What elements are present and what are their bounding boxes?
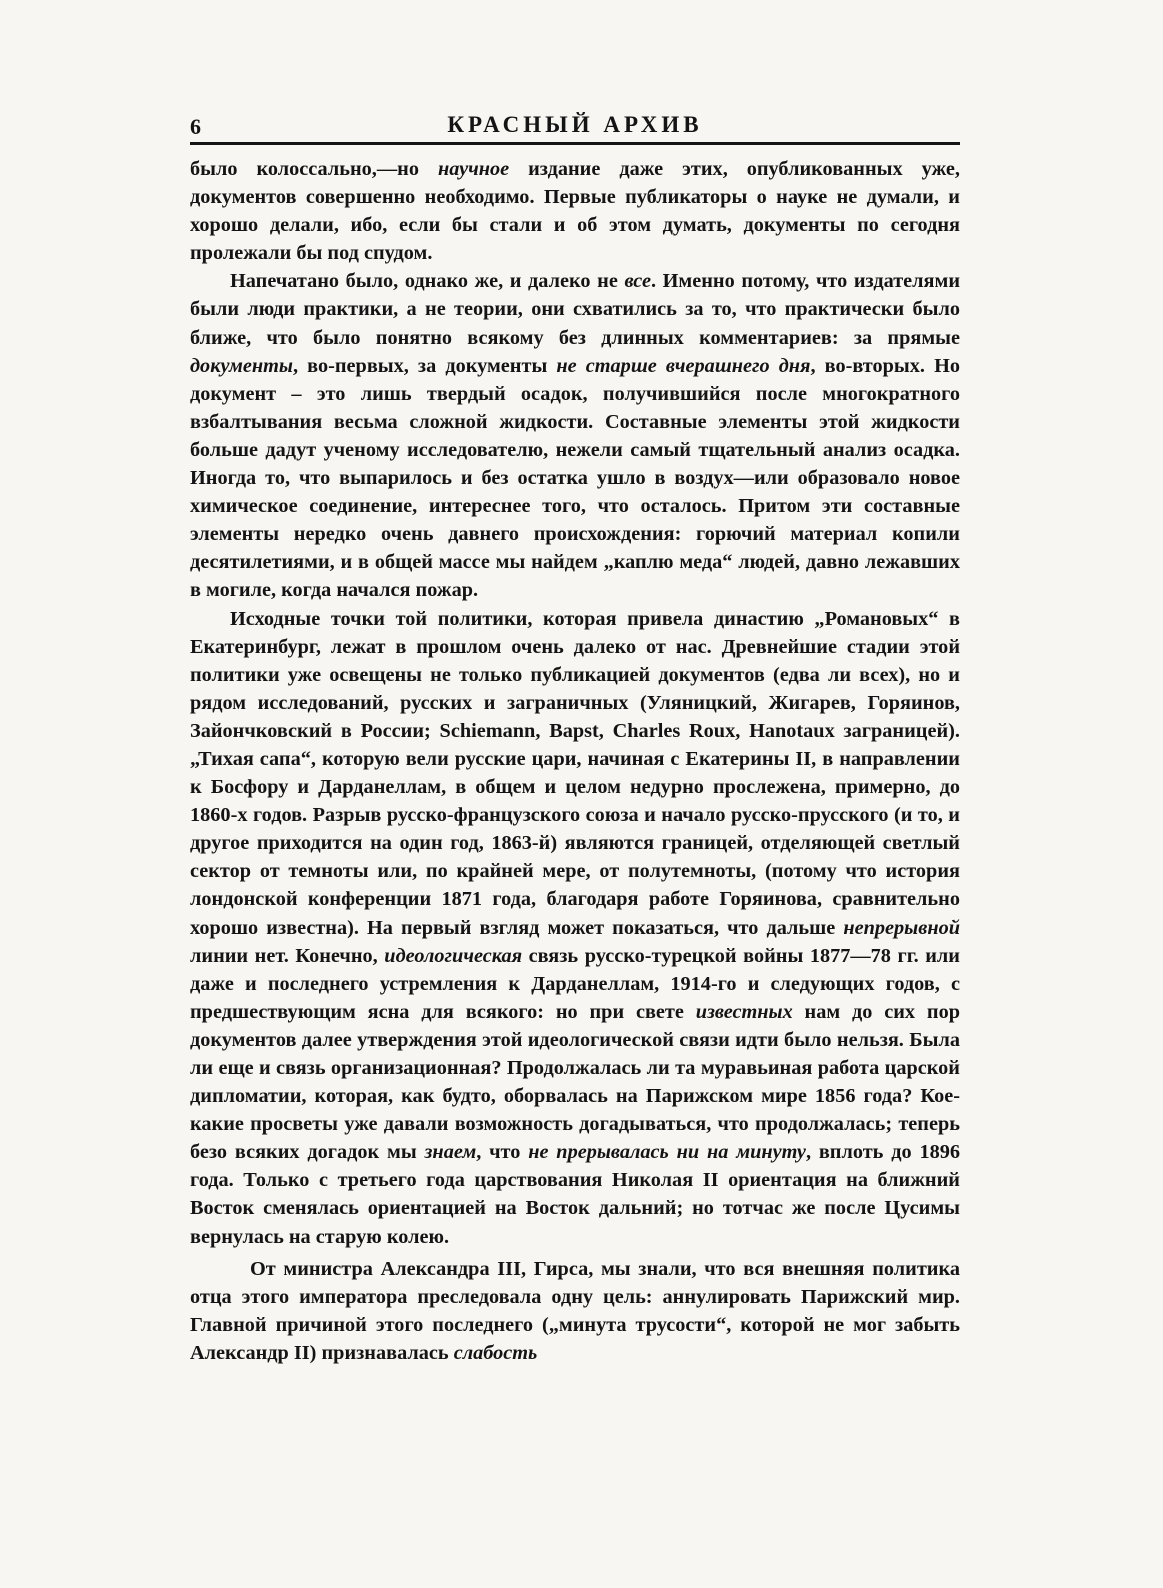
emphasis-text: не старше вчерашнего дня xyxy=(556,354,811,377)
text-run: От министра Александра III, Гирса, мы знали, что вся внешняя политика отца этого императора преследовала одну цель: аннулировать Парижский мир. Главной причиной этого последнего („минута трусости“, которой не мог забыть Александр II) признавалась xyxy=(190,1257,960,1364)
emphasis-text: идеологическая xyxy=(384,944,523,967)
text-run: . Именно потому, что издателями были люди практики, а не теории, они схватились за то, что практически было ближе, что было понятно всякому без длинных комментариев: за прямые xyxy=(190,270,961,349)
emphasis-text: не прерывалась ни на минуту xyxy=(528,1141,806,1164)
body-text xyxy=(190,155,960,1367)
emphasis-text: знаем xyxy=(424,1141,477,1164)
text-run: , во-вторых. Но документ – это лишь твердый осадок, получившийся после многократного взбалтывания весьма сложной жидкости. Составные элементы этой жидкости больше дадут ученому исследователю, нежели самый тщательный анализ осадка. Иногда то, что выпарилось и без остатка ушло в воздух—или образовало новое химическое соединение, интереснее того, что осталось. Притом эти составные элементы нередко очень давнего происхождения: горючий материал копили десятилетиями, и в общей массе мы найдем „каплю меда“ людей, давно лежавших в могиле, когда начался пожар. xyxy=(190,354,960,602)
paragraph-1 xyxy=(190,155,960,267)
journal-title: КРАСНЫЙ АРХИВ xyxy=(447,112,703,137)
text-run: нам до сих пор документов далее утверждения этой идеологической связи идти было нельзя. Была ли еще и связь организационная? Продолжалась ли та муравьиная работа царской дипломатии, которая, как будто, оборвалась на Парижском мире 1856 года? Кое-какие просветы уже давали возможность догадываться, что продолжалась; теперь безо всяких догадок мы xyxy=(190,1000,960,1164)
book-page xyxy=(190,100,960,1520)
paragraph-4 xyxy=(190,1255,960,1367)
header-rule xyxy=(190,142,960,145)
page-number: 6 xyxy=(190,114,201,139)
paragraph-3 xyxy=(190,605,960,1251)
text-run: было колоссально,—но xyxy=(190,158,438,180)
paragraph-2 xyxy=(190,267,960,604)
text-run: , что xyxy=(476,1141,529,1164)
text-run: связь русско-турецкой войны 1877—78 гг. или даже и последнего устремления к Дарданеллам, 1914-го и следующих годов, с предшествующим ясна для всякого: но при свете xyxy=(190,944,960,1023)
text-run: , во-первых, за документы xyxy=(292,354,557,377)
text-run: Исходные точки той политики, которая привела династию „Романовых“ в Екатеринбург, лежат в прошлом очень далеко от нас. Древнейшие стадии этой политики уже освещены не только публикацией документов (едва ли всех), но и рядом исследований, русских и заграничных (Уляницкий, Жигарев, Горяинов, Зайончковский в России; Schiemann, Bapst, Charles Roux, Hanotaux заграницей). „Тихая сапа“, которую вели русские цари, начиная с Екатерины II, в направлении к Босфору и Дарданеллам, в общем и целом недурно прослежена, примерно, до 1860-х годов. Разрыв русско-французского союза и начало русско-прусского (и то, и другое приходится на один год, 1863-й) являются границей, отделяющей светлый сектор от темноты или, по крайней мере, от полутемноты, (потому что история лондонской конференции 1871 года, благодаря работе Горяинова, сравнительно хорошо известна). На первый взгляд может показаться, что дальше xyxy=(190,607,960,939)
emphasis-text: все xyxy=(624,270,651,293)
emphasis-text: известных xyxy=(695,1000,793,1023)
text-run: издание даже этих, опубликованных уже, документов совершенно необходимо. Первые публикаторы о науке не думали, и хорошо делали, ибо, если бы стали и об этом думать, документы по сегодня пролежали бы под спудом. xyxy=(190,158,960,265)
text-run: , вплоть до 1896 года. Только с третьего года царствования Николая II ориентация на ближний Восток сменялась ориентацией на Восток дальний; но тотчас же после Цусимы вернулась на старую колею. xyxy=(190,1141,961,1248)
text-run: Напечатано было, однако же, и далеко не xyxy=(230,270,625,293)
text-run: линии нет. Конечно, xyxy=(190,944,385,967)
emphasis-text: непрерывной xyxy=(843,916,960,939)
emphasis-text: научное xyxy=(437,158,510,180)
running-head xyxy=(190,100,960,140)
emphasis-text: документы xyxy=(190,354,293,377)
emphasis-text: слабость xyxy=(453,1341,538,1364)
